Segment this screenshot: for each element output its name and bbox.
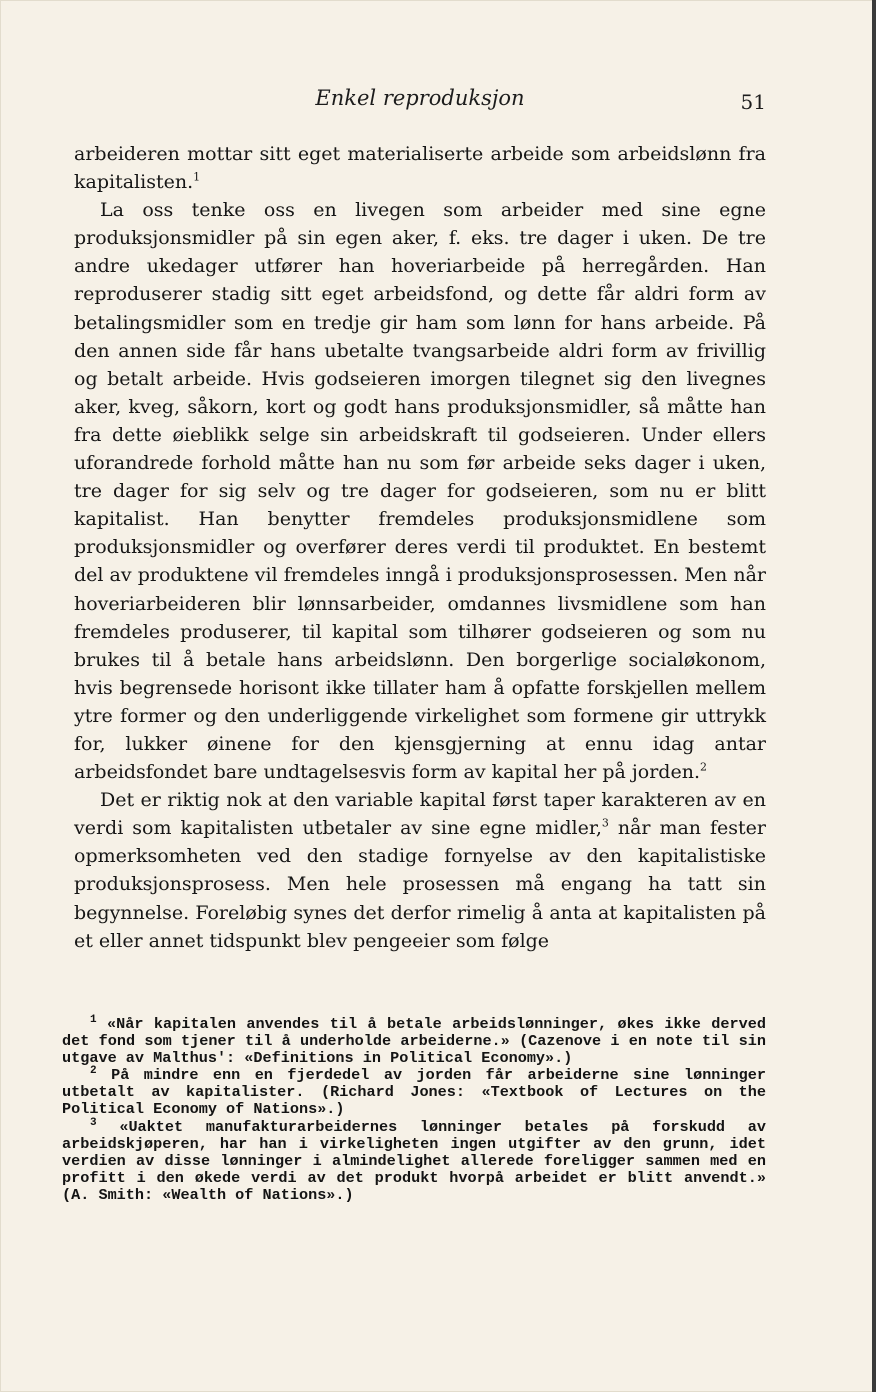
- footnote-number: 2: [90, 1065, 97, 1078]
- paragraph-text: Det er riktig nok at den variable kapital først taper karakteren av en verdi som kapitalisten utbetaler av sine egne midler,: [74, 789, 766, 840]
- footnote-ref-2: 2: [699, 760, 707, 774]
- paragraph-text: La oss tenke oss en livegen som arbeider med sine egne produksjonsmidler på sin egen aker, f. eks. tre dager i uken. De tre andre ukedager utfører han hoveriarbeide på herregården. Han reproduserer stadig sitt eget arbeidsfond, og dette får aldri form av betalingsmidler som en tredje gir ham som lønn for hans arbeide. På den annen side får hans ubetalte tvangsarbeide aldri form av frivillig og betalt arbeide. Hvis godseieren imorgen tilegnet sig den livegnes aker, kveg, såkorn, kort og godt hans produksjonsmidler, så måtte han fra dette øieblikk selge sin arbeidskraft til godseieren. Under ellers uforandrede forhold måtte han nu som før arbeide seks dager i uken, tre dager for sig selv og tre dager for godseieren, som nu er blitt kapitalist. Han benytter fremdeles produksjonsmidlene som produksjonsmidler og overfører deres verdi til produktet. En bestemt del av produktene vil fremdeles inngå i produksjonsprosessen. Men når hoveriarbeideren blir lønnsarbeider, omdannes livsmidlene som han fremdeles produserer, til kapital som tilhører godseieren og som nu brukes til å betale hans arbeidslønn. Den borgerlige socialøkonom, hvis begrensede horisont ikke tillater ham å opfatte forskjellen mellem ytre former og den underliggende virkelighet som formene gir uttrykk for, lukker øinene for den kjensgjerning at ennu idag antar arbeidsfondet bare undtagelsesvis form av kapital her på jorden.: [74, 199, 766, 784]
- footnote-ref-1: 1: [193, 170, 201, 184]
- body-text: [74, 140, 766, 955]
- footnote-1: [62, 1013, 766, 1068]
- paragraph-text: arbeideren mottar sitt eget materialiserte arbeide som arbeidslønn fra kapitalisten.: [74, 143, 766, 194]
- footnote-3: [62, 1116, 766, 1204]
- paragraph-2: [74, 196, 766, 786]
- footnote-2: [62, 1067, 766, 1118]
- page-number: 51: [740, 90, 766, 114]
- paragraph-3: [74, 786, 766, 955]
- page-edge-shadow: [872, 0, 876, 1392]
- footnote-text: «Når kapitalen anvendes til å betale arbeidslønninger, økes ikke derved det fond som tjener til å underholde arbeiderne.» (Cazenove i en note til sin utgave av Malthus': «Definitions in Political Economy».): [62, 1015, 766, 1068]
- paragraph-text: når man fester opmerksomheten ved den stadige fornyelse av den kapitalistiske produksjonsprosess. Men hele prosessen må engang ha tatt sin begynnelse. Foreløbig synes det derfor rimelig å anta at kapitalisten på et eller annet tidspunkt blev pengeeier som følge: [74, 817, 766, 952]
- footnote-text: På mindre enn en fjerdedel av jorden får arbeiderne sine lønninger utbetalt av kapitalister. (Richard Jones: «Textbook of Lectures on the Political Economy of Nations».): [62, 1066, 766, 1119]
- footnote-number: 1: [90, 1013, 97, 1026]
- footnote-number: 3: [90, 1116, 97, 1129]
- footnotes: [62, 1013, 766, 1204]
- footnote-text: «Uaktet manufakturarbeidernes lønninger betales på forskudd av arbeidskjøperen, har han i virkeligheten ingen utgifter av den grunn, idet verdien av disse lønninger i almindelighet allerede foreligger sammen med en profitt i den økede verdi av det produkt hvorpå arbeidet er blitt anvendt.» (A. Smith: «Wealth of Nations».): [62, 1117, 766, 1204]
- footnote-ref-3: 3: [601, 816, 609, 830]
- paragraph-1: [74, 140, 766, 196]
- running-title: Enkel reproduksjon: [315, 86, 525, 110]
- page-header: [74, 86, 766, 120]
